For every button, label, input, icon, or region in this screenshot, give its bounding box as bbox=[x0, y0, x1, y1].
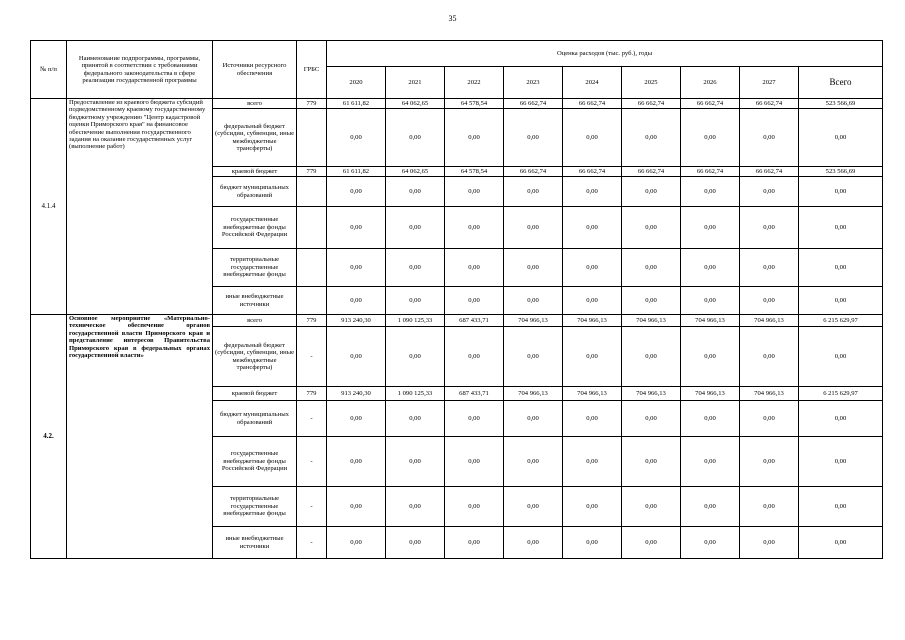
year-value: 66 662,74 bbox=[622, 99, 681, 109]
year-value: 0,00 bbox=[622, 437, 681, 487]
year-value: 0,00 bbox=[681, 327, 740, 387]
year-value: 0,00 bbox=[622, 287, 681, 315]
year-value: 1 090 125,33 bbox=[386, 387, 445, 401]
row-code: 4.2. bbox=[31, 315, 67, 559]
grbs-code: 779 bbox=[297, 315, 327, 327]
year-value: 0,00 bbox=[504, 177, 563, 207]
funding-source: федеральный бюджет (субсидии, субвенции, иные межбюджетные трансферты) bbox=[213, 327, 297, 387]
year-value: 0,00 bbox=[504, 287, 563, 315]
year-value: 0,00 bbox=[563, 249, 622, 287]
year-value: 0,00 bbox=[563, 437, 622, 487]
year-value: 64 578,54 bbox=[445, 99, 504, 109]
header-year: 2027 bbox=[740, 67, 799, 99]
total-value: 6 215 629,97 bbox=[799, 387, 883, 401]
year-value: 0,00 bbox=[504, 487, 563, 527]
funding-source: иные внебюджетные источники bbox=[213, 527, 297, 559]
year-value: 0,00 bbox=[681, 207, 740, 249]
year-value: 0,00 bbox=[386, 249, 445, 287]
year-value: 0,00 bbox=[740, 249, 799, 287]
grbs-code: - bbox=[297, 401, 327, 437]
year-value: 64 062,65 bbox=[386, 167, 445, 177]
grbs-code: - bbox=[297, 527, 327, 559]
year-value: 66 662,74 bbox=[740, 99, 799, 109]
funding-source: бюджет муниципальных образований bbox=[213, 177, 297, 207]
year-value: 0,00 bbox=[445, 401, 504, 437]
year-value: 0,00 bbox=[504, 437, 563, 487]
year-value: 0,00 bbox=[386, 287, 445, 315]
year-value: 0,00 bbox=[504, 207, 563, 249]
header-year: 2026 bbox=[681, 67, 740, 99]
year-value: 0,00 bbox=[445, 109, 504, 167]
year-value: 0,00 bbox=[681, 249, 740, 287]
year-value: 687 433,71 bbox=[445, 315, 504, 327]
year-value: 0,00 bbox=[563, 487, 622, 527]
year-value: 0,00 bbox=[622, 487, 681, 527]
year-value: 0,00 bbox=[563, 109, 622, 167]
row-code: 4.1.4 bbox=[31, 99, 67, 315]
year-value: 0,00 bbox=[622, 207, 681, 249]
year-value: 0,00 bbox=[740, 327, 799, 387]
header-grbs: ГРБС bbox=[297, 41, 327, 99]
grbs-code: 779 bbox=[297, 167, 327, 177]
year-value: 61 611,82 bbox=[327, 167, 386, 177]
header-name: Наименование подпрограммы, программы, принятой в соответствии с требованиями федерального законодательства в сфере реализации государственной программы bbox=[67, 41, 213, 99]
total-value: 0,00 bbox=[799, 437, 883, 487]
year-value: 0,00 bbox=[622, 527, 681, 559]
year-value: 0,00 bbox=[445, 207, 504, 249]
year-value: 66 662,74 bbox=[563, 99, 622, 109]
header-year: 2022 bbox=[445, 67, 504, 99]
year-value: 0,00 bbox=[681, 437, 740, 487]
year-value: 0,00 bbox=[681, 401, 740, 437]
header-year: 2021 bbox=[386, 67, 445, 99]
year-value: 66 662,74 bbox=[504, 99, 563, 109]
year-value: 66 662,74 bbox=[681, 167, 740, 177]
row-name: Основное мероприятие «Материально-техническое обеспечение органов государственной власти Приморского края и представление интересов Правительства Приморского края в федеральных органах государственной власти» bbox=[67, 315, 213, 559]
year-value: 66 662,74 bbox=[622, 167, 681, 177]
year-value: 0,00 bbox=[445, 287, 504, 315]
year-value: 0,00 bbox=[740, 287, 799, 315]
year-value: 0,00 bbox=[327, 287, 386, 315]
year-value: 61 611,82 bbox=[327, 99, 386, 109]
year-value: 0,00 bbox=[563, 207, 622, 249]
funding-source: территориальные государственные внебюджетные фонды bbox=[213, 249, 297, 287]
header-estimate: Оценка расходов (тыс. руб.), годы bbox=[327, 41, 883, 67]
funding-source: бюджет муниципальных образований bbox=[213, 401, 297, 437]
row-name: Предоставление из краевого бюджета субсидий подведомственному краевому государственному бюджетному учреждению "Центр кадастровой оценки Приморского края" на финансовое обеспечение выполнения государственного задания на оказание государственных услуг (выполнение работ) bbox=[67, 99, 213, 315]
grbs-code: - bbox=[297, 487, 327, 527]
year-value: 0,00 bbox=[504, 109, 563, 167]
year-value: 0,00 bbox=[681, 487, 740, 527]
total-value: 0,00 bbox=[799, 177, 883, 207]
funding-source: государственные внебюджетные фонды Российской Федерации bbox=[213, 437, 297, 487]
year-value: 0,00 bbox=[740, 437, 799, 487]
year-value: 704 966,13 bbox=[681, 387, 740, 401]
year-value: 0,00 bbox=[504, 527, 563, 559]
header-num: № п/п bbox=[31, 41, 67, 99]
header-year: 2020 bbox=[327, 67, 386, 99]
total-value: 0,00 bbox=[799, 527, 883, 559]
year-value: 704 966,13 bbox=[740, 387, 799, 401]
year-value: 0,00 bbox=[740, 527, 799, 559]
grbs-code: 779 bbox=[297, 99, 327, 109]
header-source: Источники ресурсного обеспечения bbox=[213, 41, 297, 99]
year-value: 0,00 bbox=[740, 109, 799, 167]
year-value: 0,00 bbox=[622, 249, 681, 287]
year-value: 0,00 bbox=[740, 177, 799, 207]
year-value: 0,00 bbox=[327, 177, 386, 207]
year-value: 0,00 bbox=[445, 487, 504, 527]
year-value: 0,00 bbox=[681, 527, 740, 559]
year-value: 0,00 bbox=[327, 327, 386, 387]
header-year: 2024 bbox=[563, 67, 622, 99]
table-row bbox=[31, 99, 883, 109]
year-value: 0,00 bbox=[445, 527, 504, 559]
year-value: 0,00 bbox=[327, 109, 386, 167]
year-value: 0,00 bbox=[681, 177, 740, 207]
grbs-code bbox=[297, 287, 327, 315]
funding-source: краевой бюджет bbox=[213, 387, 297, 401]
page-number: 35 bbox=[448, 14, 457, 23]
budget-table bbox=[30, 40, 883, 559]
total-value: 0,00 bbox=[799, 207, 883, 249]
grbs-code: 779 bbox=[297, 387, 327, 401]
header-year: 2023 bbox=[504, 67, 563, 99]
funding-source: краевой бюджет bbox=[213, 167, 297, 177]
header-year: 2025 bbox=[622, 67, 681, 99]
year-value: 0,00 bbox=[386, 327, 445, 387]
table-row bbox=[31, 315, 883, 327]
year-value: 0,00 bbox=[386, 487, 445, 527]
year-value: 0,00 bbox=[681, 287, 740, 315]
total-value: 523 566,69 bbox=[799, 99, 883, 109]
year-value: 0,00 bbox=[327, 401, 386, 437]
funding-source: иные внебюджетные источники bbox=[213, 287, 297, 315]
year-value: 704 966,13 bbox=[622, 387, 681, 401]
year-value: 687 433,71 bbox=[445, 387, 504, 401]
year-value: 704 966,13 bbox=[740, 315, 799, 327]
year-value: 66 662,74 bbox=[681, 99, 740, 109]
year-value: 704 966,13 bbox=[681, 315, 740, 327]
year-value: 0,00 bbox=[386, 109, 445, 167]
year-value: 0,00 bbox=[563, 527, 622, 559]
year-value: 0,00 bbox=[563, 287, 622, 315]
year-value: 0,00 bbox=[445, 327, 504, 387]
total-value: 0,00 bbox=[799, 109, 883, 167]
year-value: 0,00 bbox=[622, 401, 681, 437]
year-value: 0,00 bbox=[622, 177, 681, 207]
total-value: 0,00 bbox=[799, 287, 883, 315]
year-value: 0,00 bbox=[445, 177, 504, 207]
year-value: 0,00 bbox=[327, 437, 386, 487]
grbs-code bbox=[297, 177, 327, 207]
year-value: 1 090 125,33 bbox=[386, 315, 445, 327]
year-value: 0,00 bbox=[504, 327, 563, 387]
year-value: 704 966,13 bbox=[504, 315, 563, 327]
total-value: 0,00 bbox=[799, 487, 883, 527]
grbs-code: - bbox=[297, 437, 327, 487]
total-value: 0,00 bbox=[799, 327, 883, 387]
year-value: 0,00 bbox=[445, 249, 504, 287]
year-value: 704 966,13 bbox=[563, 387, 622, 401]
year-value: 66 662,74 bbox=[563, 167, 622, 177]
year-value: 0,00 bbox=[445, 437, 504, 487]
year-value: 0,00 bbox=[386, 527, 445, 559]
grbs-code bbox=[297, 109, 327, 167]
header-total: Всего bbox=[799, 67, 883, 99]
grbs-code bbox=[297, 249, 327, 287]
year-value: 0,00 bbox=[563, 401, 622, 437]
year-value: 64 578,54 bbox=[445, 167, 504, 177]
year-value: 0,00 bbox=[563, 327, 622, 387]
funding-source: территориальные государственные внебюджетные фонды bbox=[213, 487, 297, 527]
year-value: 0,00 bbox=[327, 207, 386, 249]
funding-source: государственные внебюджетные фонды Российской Федерации bbox=[213, 207, 297, 249]
year-value: 0,00 bbox=[740, 487, 799, 527]
year-value: 0,00 bbox=[622, 327, 681, 387]
year-value: 0,00 bbox=[386, 207, 445, 249]
year-value: 0,00 bbox=[386, 177, 445, 207]
funding-source: всего bbox=[213, 315, 297, 327]
year-value: 0,00 bbox=[563, 177, 622, 207]
year-value: 0,00 bbox=[327, 487, 386, 527]
year-value: 66 662,74 bbox=[740, 167, 799, 177]
year-value: 0,00 bbox=[740, 207, 799, 249]
total-value: 0,00 bbox=[799, 401, 883, 437]
grbs-code bbox=[297, 207, 327, 249]
funding-source: всего bbox=[213, 99, 297, 109]
funding-source: федеральный бюджет (субсидии, субвенции, иные межбюджетные трансферты) bbox=[213, 109, 297, 167]
year-value: 704 966,13 bbox=[504, 387, 563, 401]
total-value: 6 215 629,97 bbox=[799, 315, 883, 327]
year-value: 704 966,13 bbox=[622, 315, 681, 327]
year-value: 0,00 bbox=[622, 109, 681, 167]
year-value: 0,00 bbox=[327, 527, 386, 559]
year-value: 0,00 bbox=[504, 249, 563, 287]
year-value: 0,00 bbox=[386, 437, 445, 487]
year-value: 913 240,30 bbox=[327, 315, 386, 327]
total-value: 523 566,69 bbox=[799, 167, 883, 177]
total-value: 0,00 bbox=[799, 249, 883, 287]
year-value: 64 062,65 bbox=[386, 99, 445, 109]
year-value: 0,00 bbox=[740, 401, 799, 437]
year-value: 0,00 bbox=[681, 109, 740, 167]
year-value: 913 240,30 bbox=[327, 387, 386, 401]
grbs-code: - bbox=[297, 327, 327, 387]
year-value: 704 966,13 bbox=[563, 315, 622, 327]
year-value: 0,00 bbox=[327, 249, 386, 287]
year-value: 0,00 bbox=[504, 401, 563, 437]
year-value: 0,00 bbox=[386, 401, 445, 437]
year-value: 66 662,74 bbox=[504, 167, 563, 177]
